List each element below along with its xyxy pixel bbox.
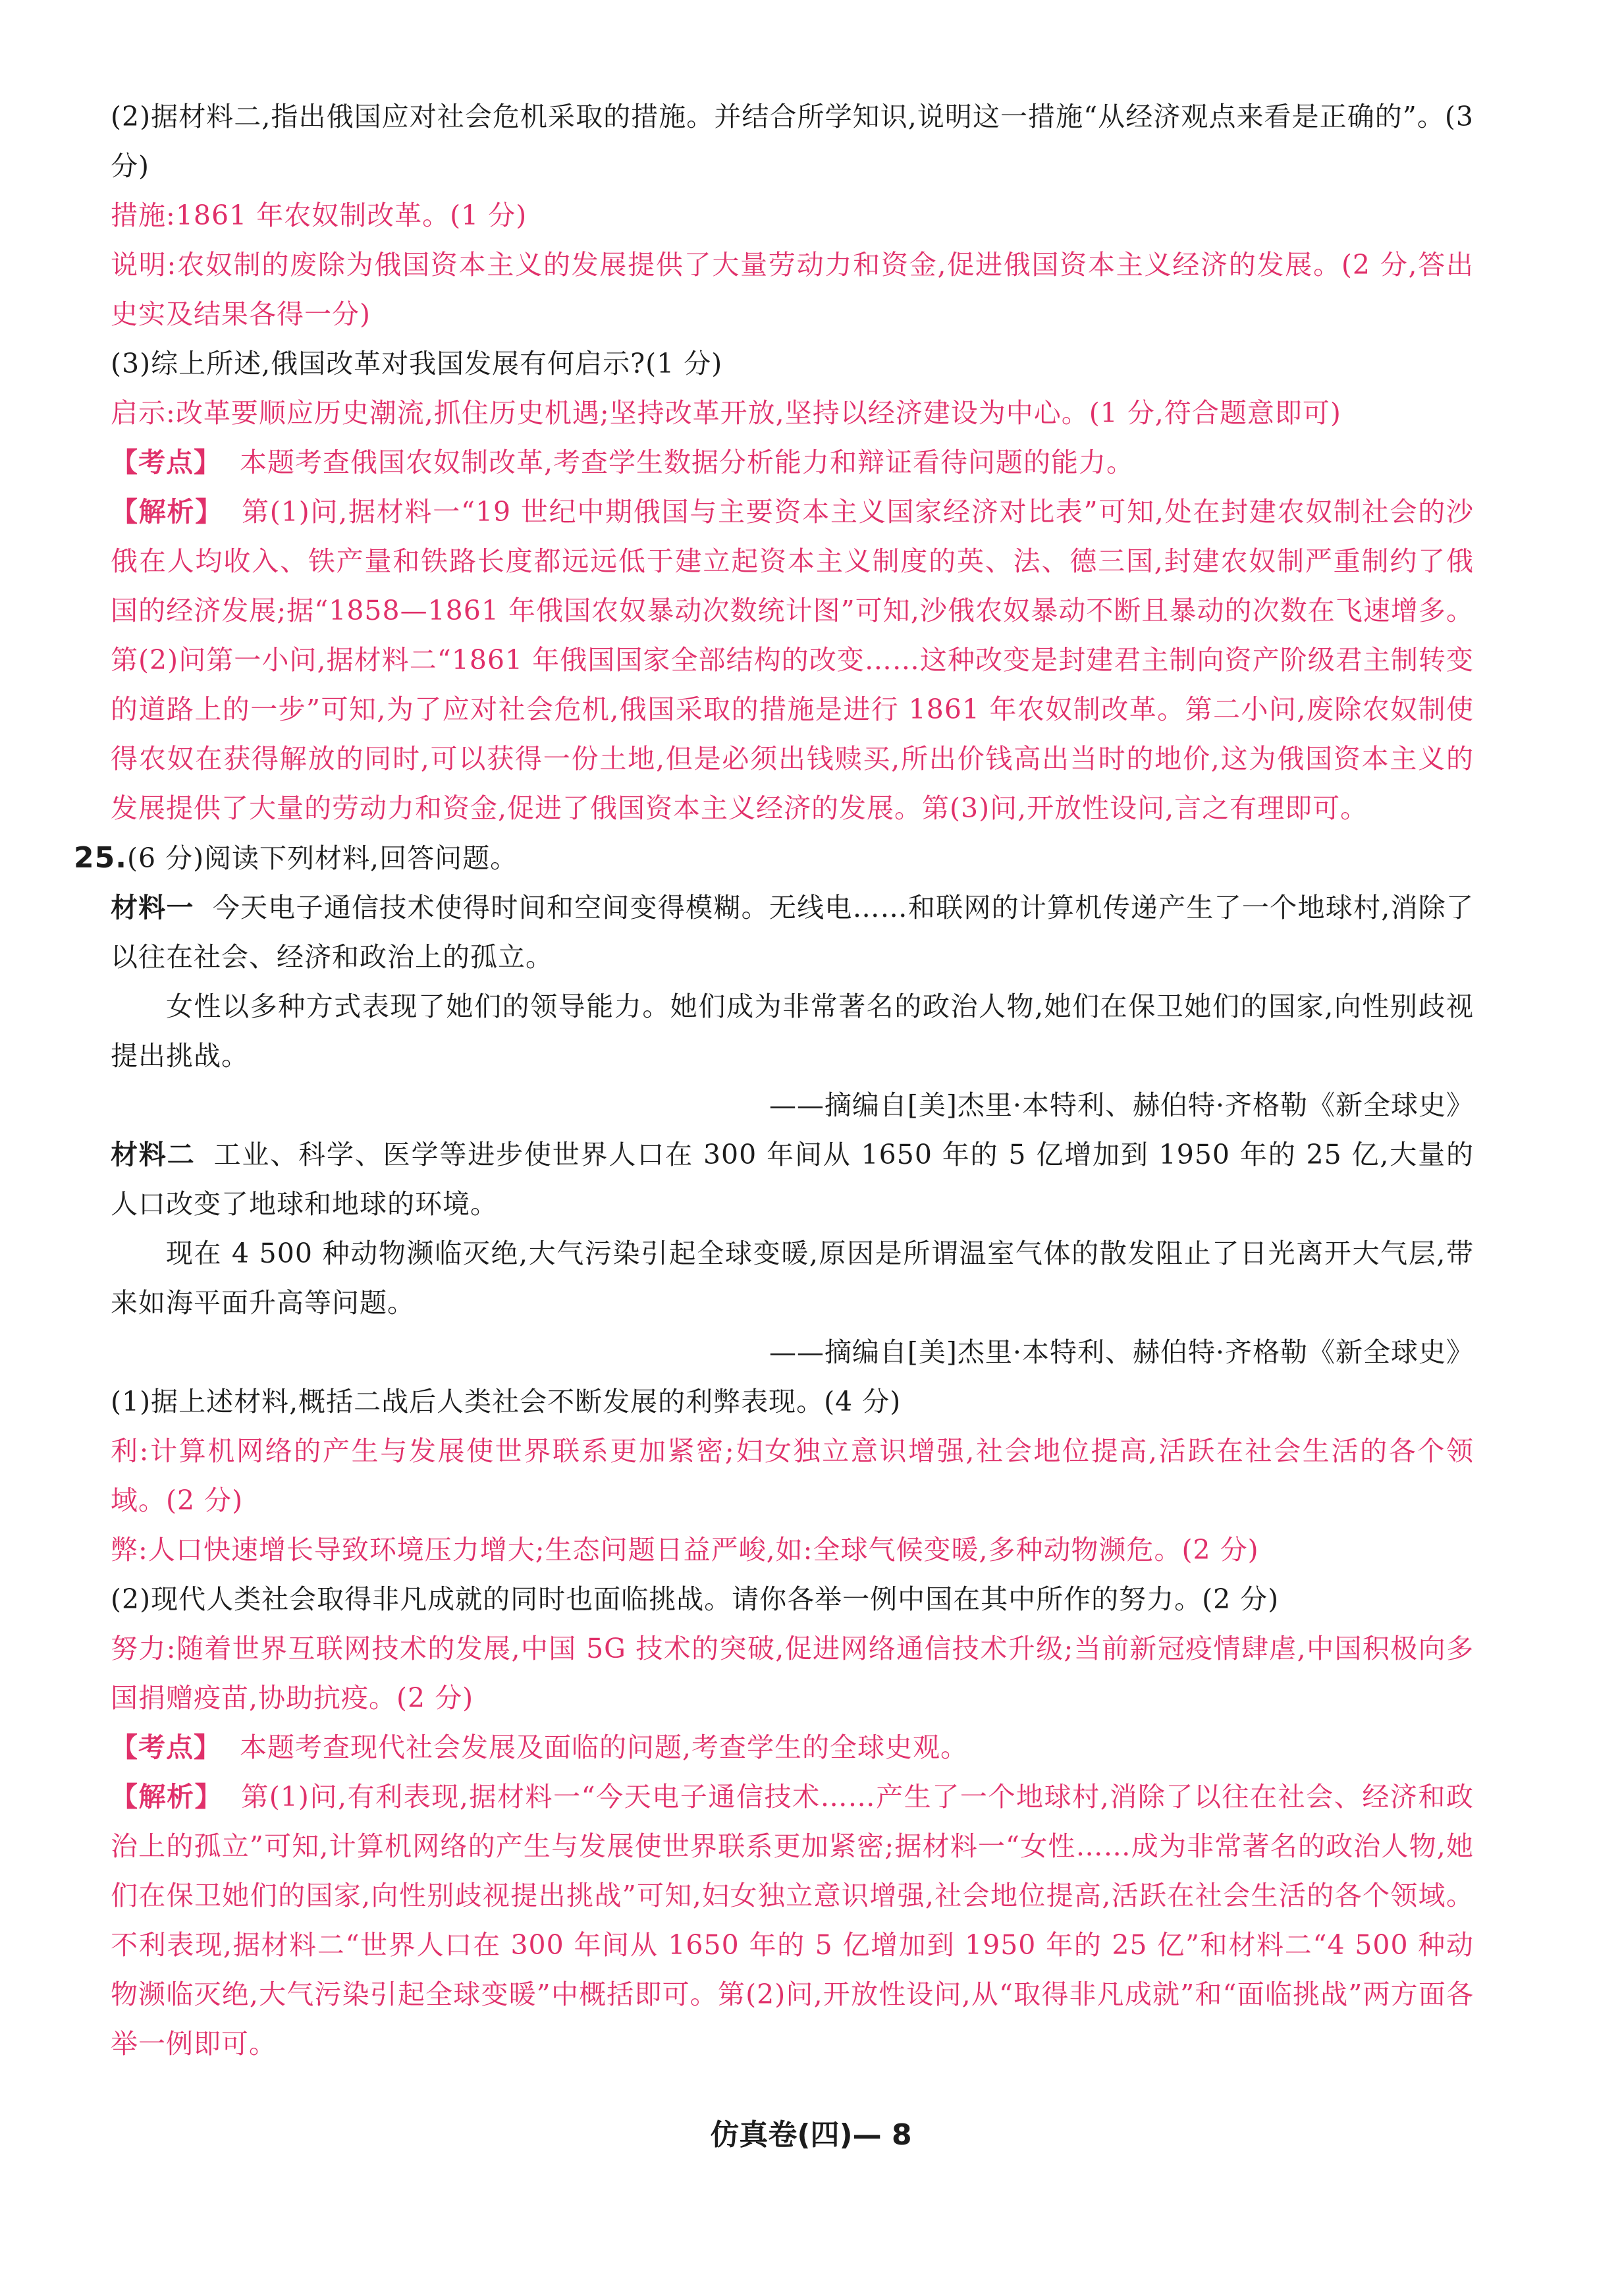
jiexi-text: 第(1)问,据材料一“19 世纪中期俄国与主要资本主义国家经济对比表”可知,处在封建农奴制社会的沙俄在人均收入、铁产量和铁路长度都远远低于建立起资本主义制度的英、法、德三国,封建农奴制严重制约了俄国的经济发展;据“1858—1861 年俄国农奴暴动次数统计图”可知,沙俄农奴暴动不断且暴动的次数在飞速增多。第(2)问第一小问,据材料二“1861 年俄国国家全部结构的改变……这种改变是封建君主制向资产阶级君主制转变的道路上的一步”可知,为了应对社会危机,俄国采取的措施是进行 1861 年农奴制改革。第二小问,废除农奴制使得农奴在获得解放的同时,可以获得一份土地,但是必须出钱赎买,所出价钱高出当时的地价,这为俄国资本主义的发展提供了大量的劳动力和资金,促进了俄国资本主义经济的发展。第(3)问,开放性设问,言之有理即可。 [111,496,1474,824]
q25-kaodian [111,1723,1474,1772]
q25-sub2-answer: 努力:随着世界互联网技术的发展,中国 5G 技术的突破,促进网络通信技术升级;当前新冠疫情肆虐,中国积极向多国捐赠疫苗,协助抗疫。(2 分) [111,1633,1474,1714]
q24-sub2-answer-measure: 措施:1861 年农奴制改革。(1 分) [111,200,527,231]
q24-sub2-answer-explain: 说明:农奴制的废除为俄国资本主义的发展提供了大量劳动力和资金,促进俄国资本主义经济的发展。(2 分,答出史实及结果各得一分) [111,249,1474,330]
q25-sub1-question: (1)据上述材料,概括二战后人类社会不断发展的利弊表现。(4 分) [111,1386,902,1417]
q25-heading [74,833,1474,883]
material-1-para-1 [111,883,1474,982]
q25-sub1-answer-li: 利:计算机网络的产生与发展使世界联系更加紧密;妇女独立意识增强,社会地位提高,活跃在社会生活的各个领域。(2 分) [111,1435,1474,1516]
material-1-source: ——摘编自[美]杰里·本特利、赫伯特·齐格勒《新全球史》 [769,1089,1474,1121]
q24-jiexi [111,487,1474,833]
document-page [74,92,1474,2069]
q25-jiexi [111,1772,1474,2069]
question-number: 25. [74,841,127,875]
q24-kaodian [111,438,1474,487]
kaodian-text: 本题考查俄国农奴制改革,考查学生数据分析能力和辩证看待问题的能力。 [240,447,1135,478]
material-2-text-1: 工业、科学、医学等进步使世界人口在 300 年间从 1650 年的 5 亿增加到 1950 年的 25 亿,大量的人口改变了地球和地球的环境。 [111,1139,1474,1220]
kaodian-label: 【考点】 [111,447,221,478]
jiexi-label: 【解析】 [111,1781,223,1813]
q25-intro: (6 分)阅读下列材料,回答问题。 [126,842,518,874]
jiexi-label: 【解析】 [111,496,223,528]
material-2-para-2: 现在 4 500 种动物濒临灭绝,大气污染引起全球变暖,原因是所谓温室气体的散发阻止了日光离开大气层,带来如海平面升高等问题。 [111,1238,1474,1319]
page-footer: 仿真卷(四)— 8 [710,2118,912,2152]
material-2-label: 材料二 [111,1139,196,1170]
jiexi-text: 第(1)问,有利表现,据材料一“今天电子通信技术……产生了一个地球村,消除了以往在社会、经济和政治上的孤立”可知,计算机网络的产生与发展使世界联系更加紧密;据材料一“女性……成为非常著名的政治人物,她们在保卫她们的国家,向性别歧视提出挑战”可知,妇女独立意识增强,社会地位提高,活跃在社会生活的各个领域。不利表现,据材料二“世界人口在 300 年间从 1650 年的 5 亿增加到 1950 年的 25 亿”和材料二“4 500 种动物濒临灭绝,大气污染引起全球变暖”中概括即可。第(2)问,开放性设问,从“取得非凡成就”和“面临挑战”两方面各举一例即可。 [111,1781,1474,2060]
material-2-para-1 [111,1130,1474,1229]
q25-sub2-question: (2)现代人类社会取得非凡成就的同时也面临挑战。请你各举一例中国在其中所作的努力。(2 分) [111,1583,1280,1615]
material-2-source: ——摘编自[美]杰里·本特利、赫伯特·齐格勒《新全球史》 [769,1336,1474,1368]
material-1-label: 材料一 [111,892,194,923]
q25-sub1-answer-bi: 弊:人口快速增长导致环境压力增大;生态问题日益严峻,如:全球气候变暖,多种动物濒危。(2 分) [111,1534,1259,1566]
q24-sub2-question: (2)据材料二,指出俄国应对社会危机采取的措施。并结合所学知识,说明这一措施“从经济观点来看是正确的”。(3 分) [111,101,1474,182]
kaodian-text: 本题考查现代社会发展及面临的问题,考查学生的全球史观。 [240,1732,969,1763]
q24-sub3-question: (3)综上所述,俄国改革对我国发展有何启示?(1 分) [111,348,723,379]
q24-sub3-answer: 启示:改革要顺应历史潮流,抓住历史机遇;坚持改革开放,坚持以经济建设为中心。(1 分,符合题意即可) [111,397,1341,429]
material-1-para-2: 女性以多种方式表现了她们的领导能力。她们成为非常著名的政治人物,她们在保卫她们的国家,向性别歧视提出挑战。 [111,991,1474,1072]
material-1-text-1: 今天电子通信技术使得时间和空间变得模糊。无线电……和联网的计算机传递产生了一个地球村,消除了以往在社会、经济和政治上的孤立。 [111,892,1474,973]
kaodian-label: 【考点】 [111,1732,221,1763]
